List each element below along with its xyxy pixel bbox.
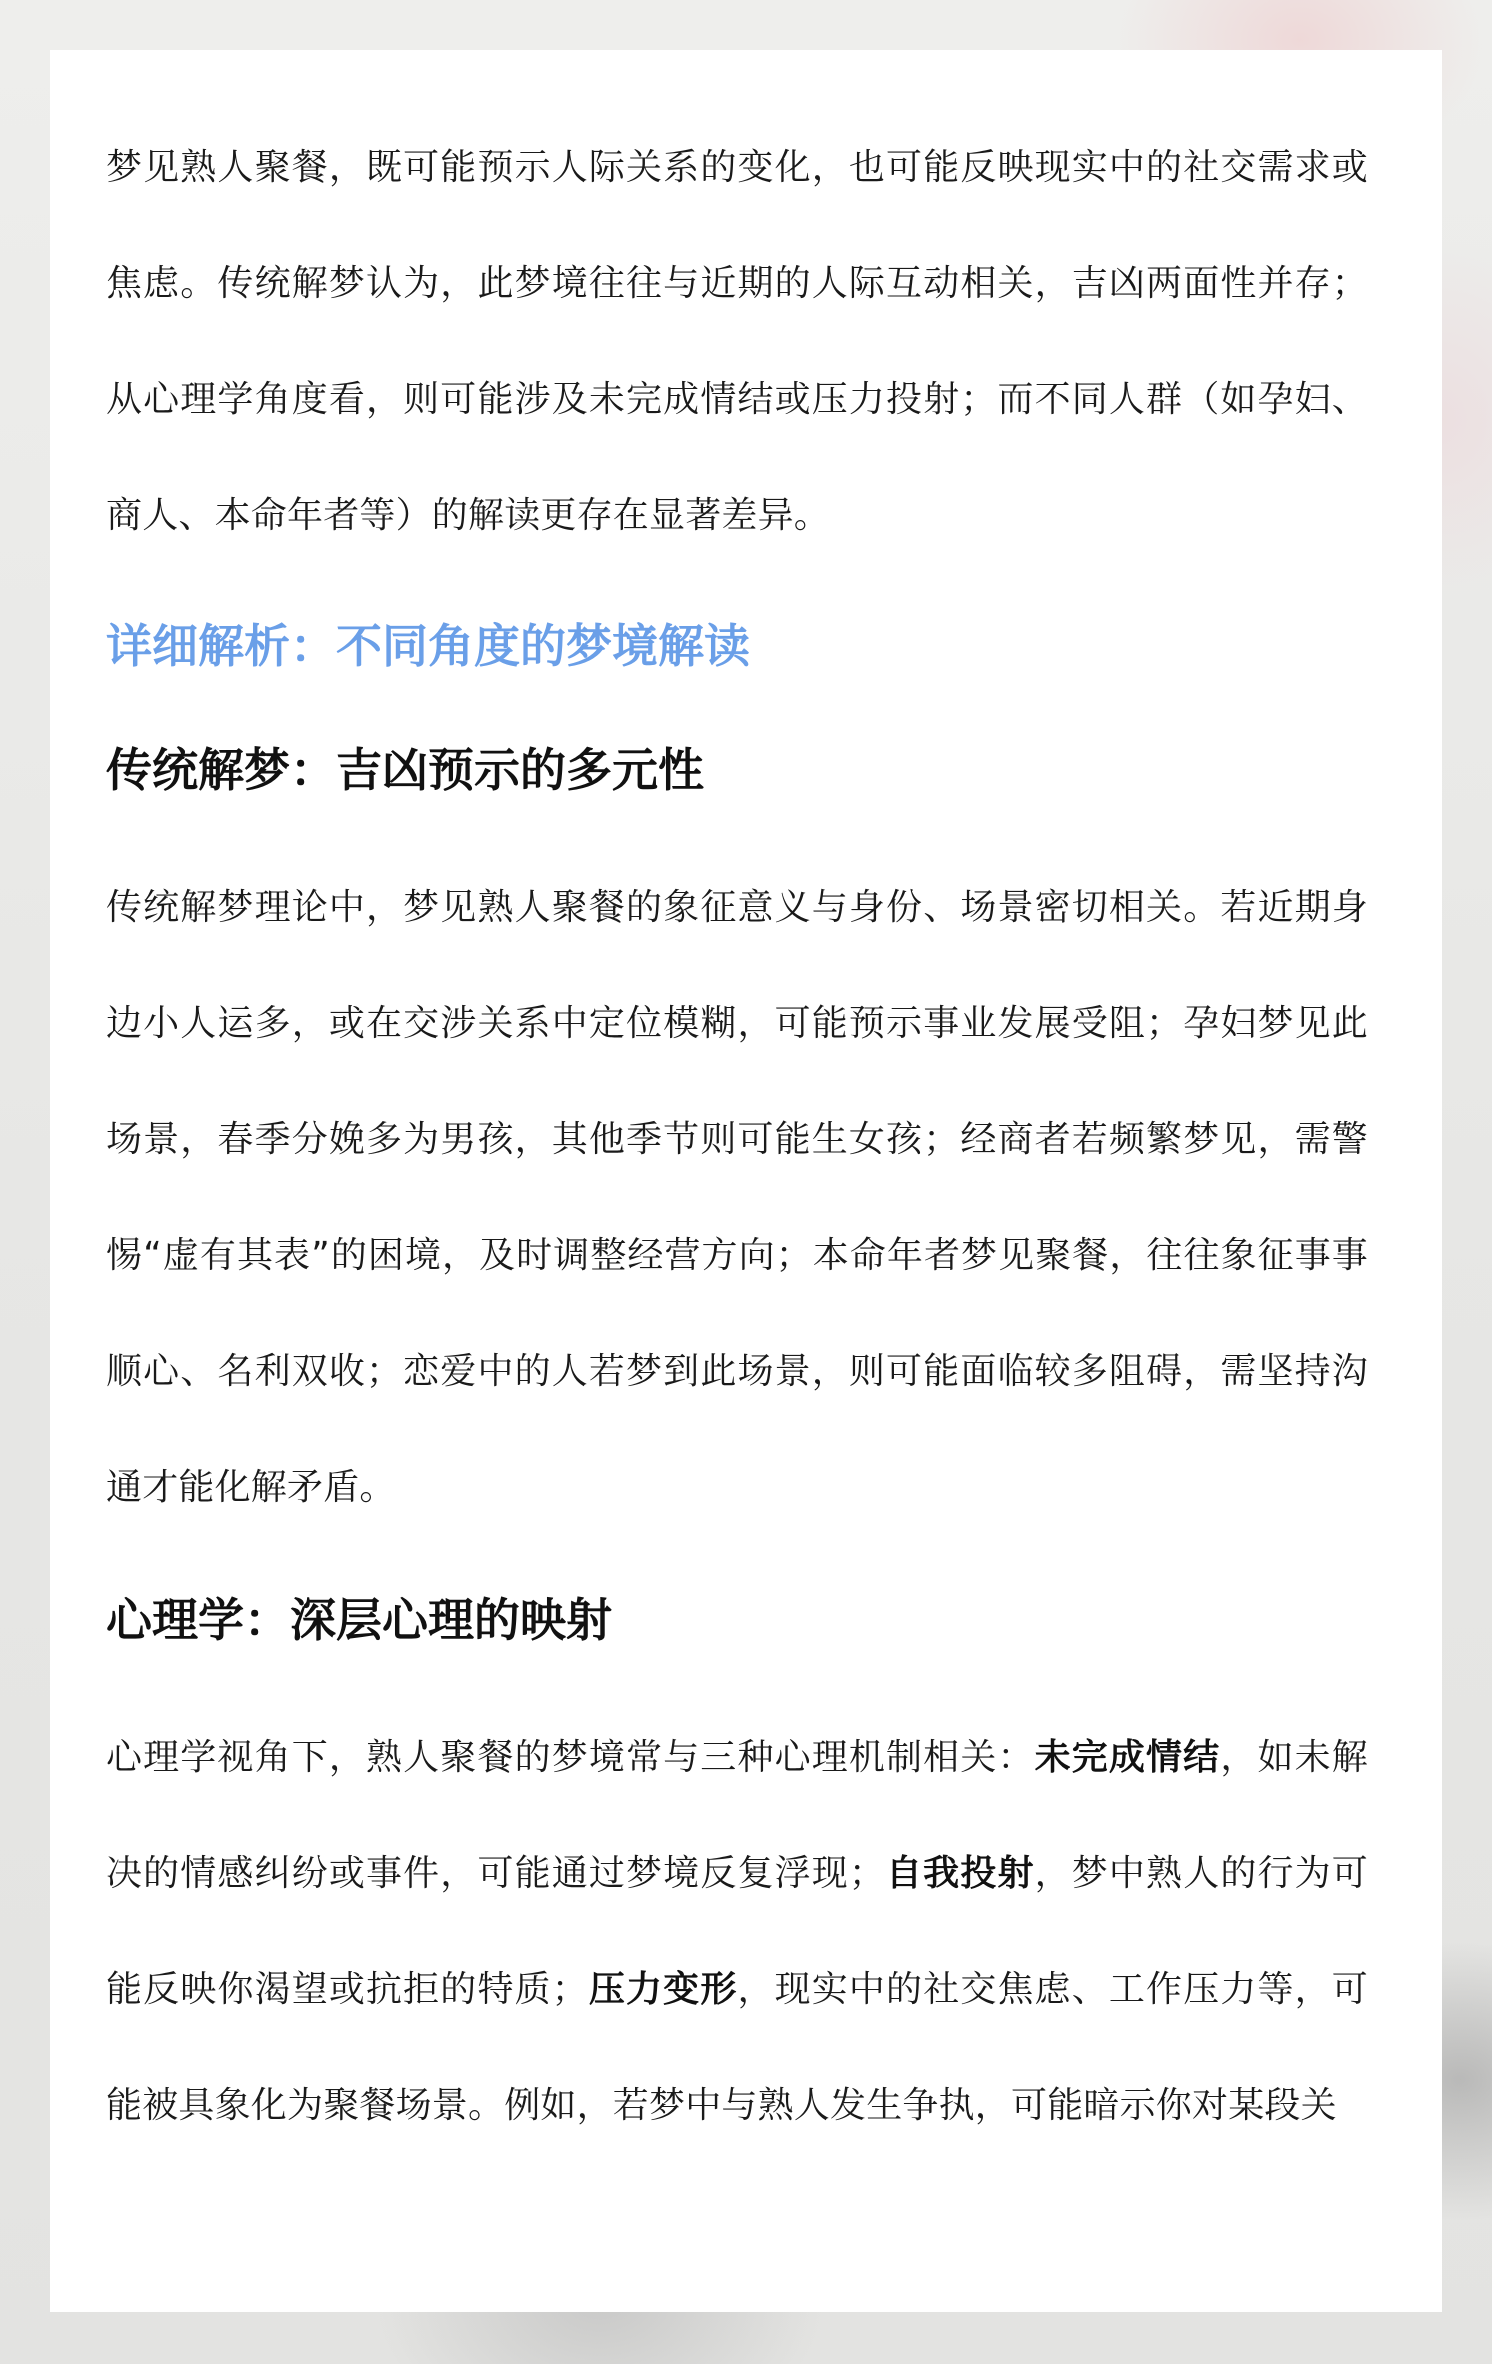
intro-paragraph: 梦见熟人聚餐，既可能预示人际关系的变化，也可能反映现实中的社交需求或焦虑。传统解梦认为，此梦境往往与近期的人际互动相关，吉凶两面性并存；从心理学角度看，则可能涉及未完成情结或压力投射；而不同人群（如孕妇、商人、本命年者等）的解读更存在显著差异。 bbox=[106, 147, 1368, 536]
psychology-text-2: ，如未解决的情感纠纷或事件，可能通过梦境反复浮现； bbox=[106, 1737, 1368, 1894]
psychology-text-4: ，现实中的社交焦虑、工作压力等，可能被具象化为聚餐场景。例如，若梦中与熟人发生争执，可能暗示你对某段关 bbox=[106, 1969, 1368, 2126]
psychology-text-3: ，梦中熟人的行为可能反映你渴望或抗拒的特质； bbox=[106, 1853, 1368, 2010]
psychology-heading: 心理学：深层心理的映射 bbox=[106, 1593, 612, 1647]
psychology-bold-2: 自我投射 bbox=[885, 1853, 1035, 1894]
psychology-bold-1: 未完成情结 bbox=[1034, 1737, 1221, 1778]
psychology-paragraph bbox=[106, 1700, 1368, 2164]
traditional-paragraph: 传统解梦理论中，梦见熟人聚餐的象征意义与身份、场景密切相关。若近期身边小人运多，或在交涉关系中定位模糊，可能预示事业发展受阻；孕妇梦见此场景，春季分娩多为男孩，其他季节则可能生女孩；经商者若频繁梦见，需警惕“虚有其表”的困境，及时调整经营方向；本命年者梦见聚餐，往往象征事事顺心、名利双收；恋爱中的人若梦到此场景，则可能面临较多阻碍，需坚持沟通才能化解矛盾。 bbox=[106, 887, 1368, 1508]
section-title: 详细解析：不同角度的梦境解读 bbox=[106, 619, 750, 673]
psychology-bold-3: 压力变形 bbox=[587, 1969, 738, 2010]
article-card bbox=[50, 50, 1442, 2312]
psychology-text-1: 心理学视角下，熟人聚餐的梦境常与三种心理机制相关： bbox=[106, 1737, 1035, 1778]
traditional-heading: 传统解梦：吉凶预示的多元性 bbox=[106, 743, 704, 797]
